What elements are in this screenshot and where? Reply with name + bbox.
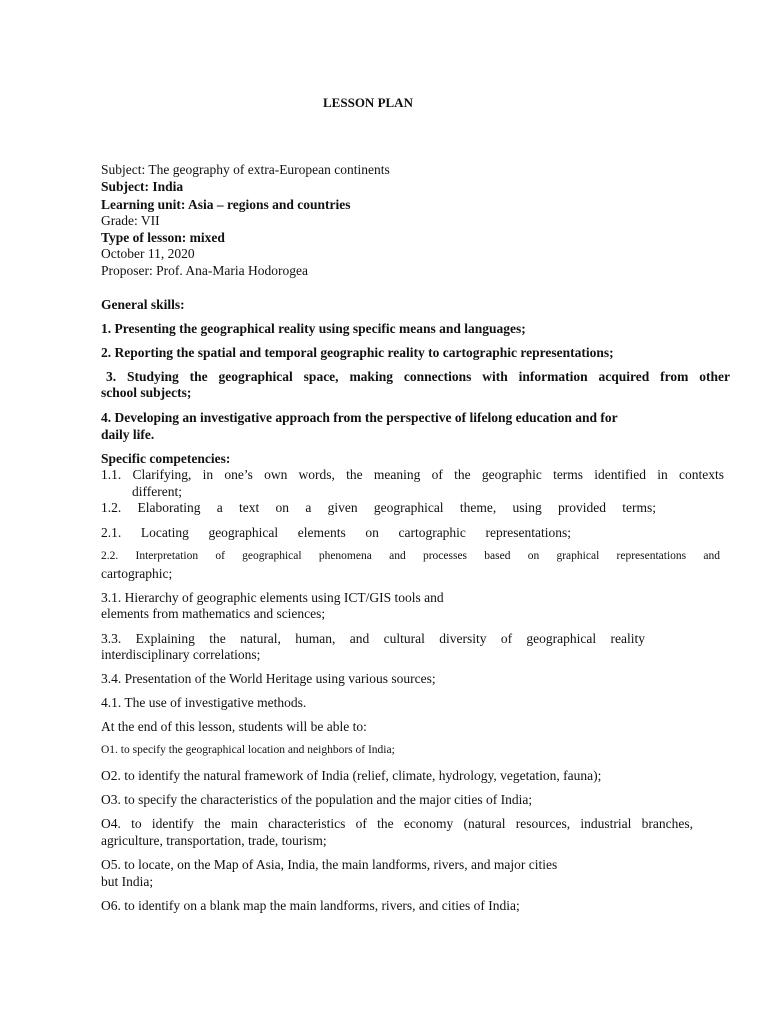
subject: Subject: India: [101, 179, 184, 194]
subject-general: Subject: The geography of extra-European continents: [101, 162, 390, 177]
general-skill-3-line-2: school subjects;: [101, 385, 192, 400]
competency-2-2-line-2: cartographic;: [101, 566, 173, 581]
objective-5-line-1: O5. to locate, on the Map of Asia, India, the main landforms, rivers, and major cities: [101, 857, 558, 872]
competency-3-1-line-2: elements from mathematics and sciences;: [101, 606, 326, 621]
competency-2-2-line-1: 2.2. Interpretation of geographical phenomena and processes based on graphical representations and: [101, 550, 720, 562]
lesson-type: Type of lesson: mixed: [101, 230, 225, 245]
competency-1-2: 1.2. Elaborating a text on a given geographical theme, using provided terms;: [101, 500, 656, 515]
document-title: LESSON PLAN: [323, 95, 413, 110]
learning-unit: Learning unit: Asia – regions and countries: [101, 197, 351, 212]
objective-3: O3. to specify the characteristics of the population and the major cities of India;: [101, 792, 533, 807]
competency-1-1-line-1: 1.1. Clarifying, in one’s own words, the meaning of the geographic terms identified in contexts: [101, 467, 724, 482]
general-skill-4-line-1: 4. Developing an investigative approach from the perspective of lifelong education and for: [101, 410, 618, 425]
objective-6: O6. to identify on a blank map the main landforms, rivers, and cities of India;: [101, 898, 520, 913]
competency-3-3-line-2: interdisciplinary correlations;: [101, 647, 261, 662]
specific-competencies-heading: Specific competencies:: [101, 451, 231, 466]
objective-2: O2. to identify the natural framework of India (relief, climate, hydrology, vegetation, fauna);: [101, 768, 602, 783]
general-skill-4-line-2: daily life.: [101, 427, 155, 442]
competency-2-1: 2.1. Locating geographical elements on cartographic representations;: [101, 525, 571, 540]
general-skill-1: 1. Presenting the geographical reality using specific means and languages;: [101, 321, 526, 336]
general-skills-heading: General skills:: [101, 297, 185, 312]
objective-4-line-2: agriculture, transportation, trade, tourism;: [101, 833, 327, 848]
general-skill-3-line-1: 3. Studying the geographical space, making connections with information acquired from other: [106, 369, 730, 384]
objective-5-line-2: but India;: [101, 874, 154, 889]
lesson-date: October 11, 2020: [101, 246, 195, 261]
competency-3-4: 3.4. Presentation of the World Heritage using various sources;: [101, 671, 436, 686]
competency-3-1-line-1: 3.1. Hierarchy of geographic elements using ICT/GIS tools and: [101, 590, 444, 605]
competency-4-1: 4.1. The use of investigative methods.: [101, 695, 307, 710]
competency-3-3-line-1: 3.3. Explaining the natural, human, and cultural diversity of geographical reality: [101, 631, 645, 646]
objective-4-line-1: O4. to identify the main characteristics of the economy (natural resources, industrial branches,: [101, 816, 693, 831]
general-skill-2: 2. Reporting the spatial and temporal geographic reality to cartographic representations;: [101, 345, 614, 360]
objectives-intro: At the end of this lesson, students will be able to:: [101, 719, 367, 734]
objective-1: O1. to specify the geographical location and neighbors of India;: [101, 744, 395, 756]
competency-1-1-line-2: different;: [132, 484, 182, 499]
grade: Grade: VII: [101, 213, 160, 228]
proposer: Proposer: Prof. Ana-Maria Hodorogea: [101, 263, 308, 278]
